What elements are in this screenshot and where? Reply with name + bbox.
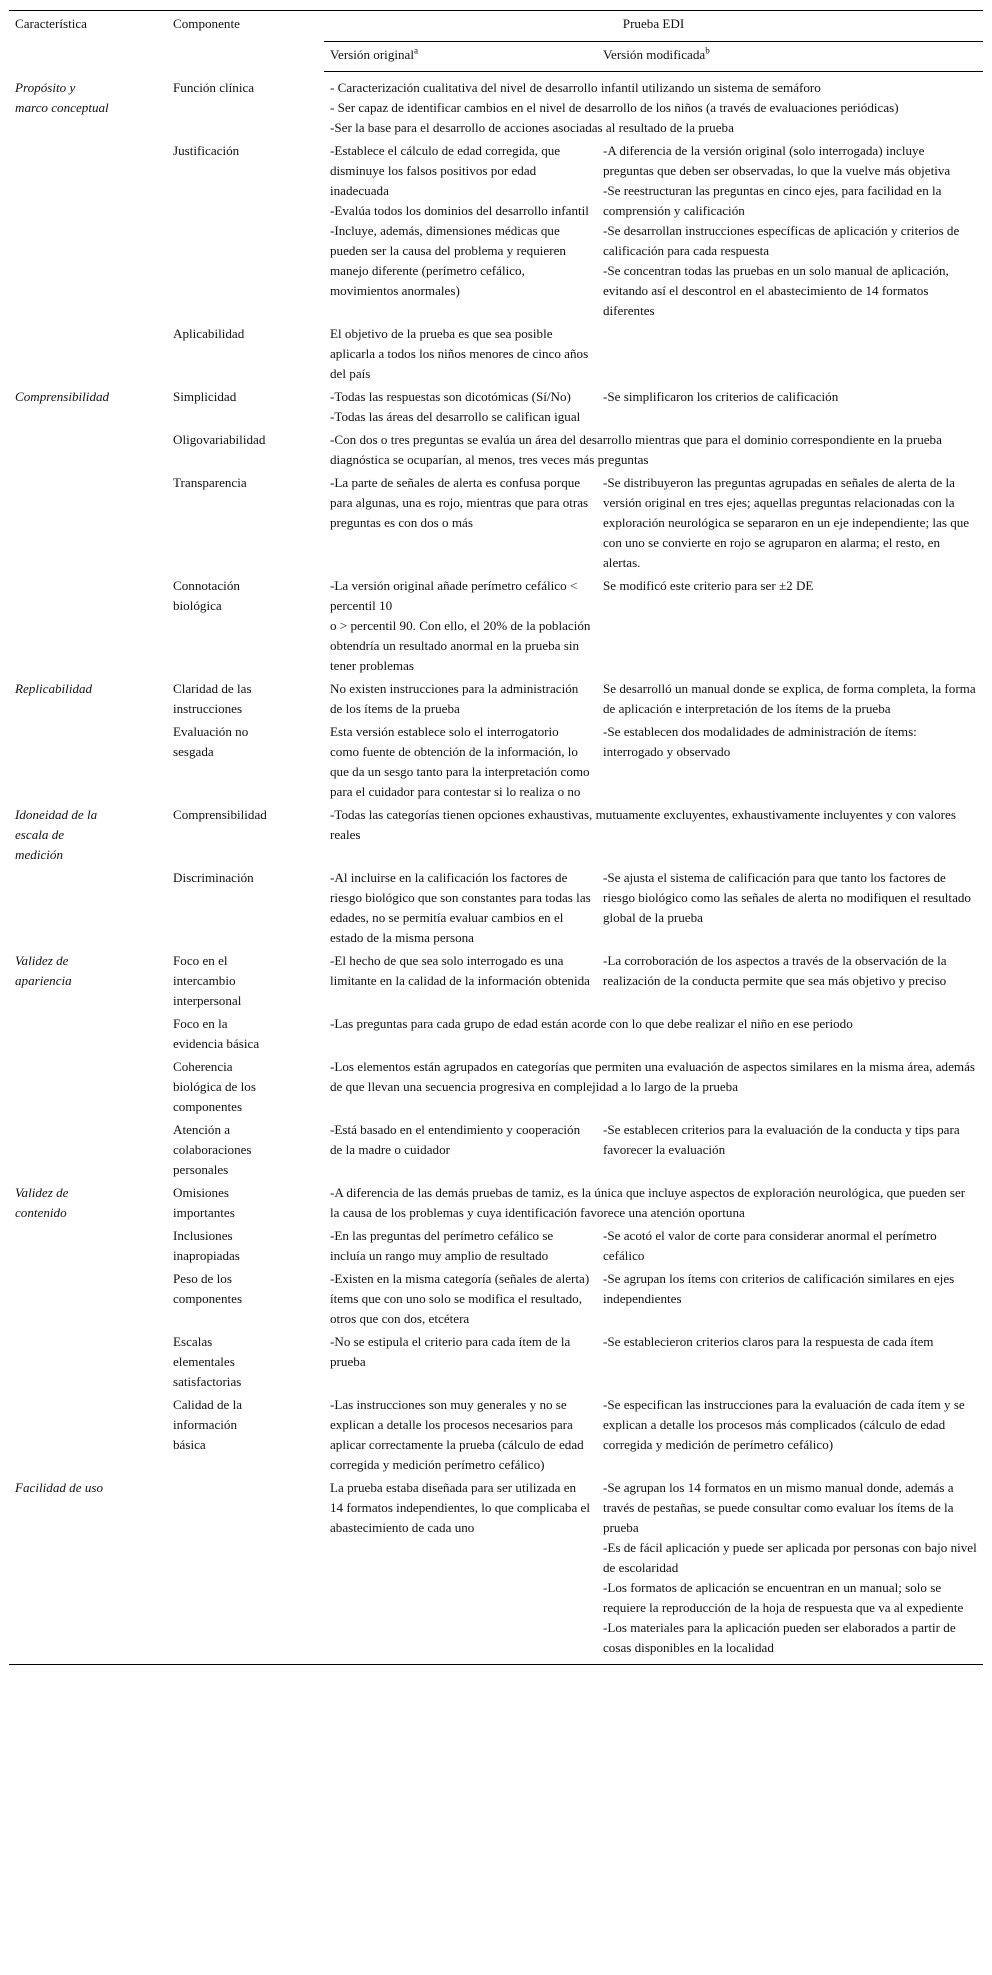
table-row (9, 1014, 983, 1057)
header-version-modificada-label: Versión modificada (603, 47, 706, 62)
cell-version-modificada: -Se acotó el valor de corte para considerar anormal el perímetro cefálico (603, 1228, 937, 1263)
table-row (9, 1057, 983, 1120)
table-row (9, 1269, 983, 1332)
cell-caracteristica (9, 868, 167, 951)
cell-componente: Oligovariabilidad (173, 432, 266, 447)
cell-version-modificada: -Se agrupan los ítems con criterios de calificación similares en ejes independientes (603, 1271, 955, 1306)
cell-caracteristica (9, 576, 167, 679)
table-row (9, 722, 983, 805)
cell-componente: Discriminación (173, 870, 254, 885)
cell-version-modificada: -La corroboración de los aspectos a través de la observación de la realización de la conducta permite que sea más objetivo y preciso (603, 953, 947, 988)
cell-version-modificada: -Se establecen dos modalidades de administración de ítems: interrogado y observado (603, 724, 917, 759)
cell-caracteristica: Facilidad de uso (15, 1480, 104, 1495)
cell-version-modificada: Se modificó este criterio para ser ±2 DE (603, 578, 814, 593)
cell-componente: Foco en la evidencia básica (173, 1016, 260, 1051)
cell-componente: Evaluación no sesgada (173, 724, 249, 759)
cell-caracteristica (9, 430, 167, 473)
cell-componente: Coherencia biológica de los componentes (173, 1059, 256, 1114)
header-version-original (324, 42, 597, 72)
table-row (9, 387, 983, 430)
table-row (9, 1478, 983, 1665)
table-row (9, 141, 983, 324)
cell-caracteristica (9, 1269, 167, 1332)
cell-version-original: El objetivo de la prueba es que sea posible aplicarla a todos los niños menores de cinco años del país (330, 326, 589, 381)
table-row (9, 1120, 983, 1183)
header-version-original-label: Versión original (330, 47, 415, 62)
table-row (9, 1395, 983, 1478)
table-row (9, 805, 983, 868)
cell-version-modificada: -Se especifican las instrucciones para la evaluación de cada ítem y se explican a detalle los procesos más complicados (cálculo de edad corregida y medición de perímetro cefálico) (603, 1397, 965, 1452)
cell-version-original: -Las instrucciones son muy generales y no se explican a detalle los procesos necesarios para aplicar correctamente la prueba (cálculo de edad corregida y medición perímetro cefálico) (330, 1397, 584, 1472)
cell-componente: Peso de los componentes (173, 1271, 243, 1306)
cell-version-original: -En las preguntas del perímetro cefálico se incluía un rango muy amplio de resultado (330, 1228, 554, 1263)
cell-version-modificada: -Se establecieron criterios claros para la respuesta de cada ítem (603, 1334, 934, 1349)
cell-componente: Foco en el intercambio interpersonal (173, 953, 242, 1008)
cell-both-versions: -Con dos o tres preguntas se evalúa un área del desarrollo mientras que para el dominio correspondiente en la prueba diagnóstica se ocuparían, al menos, tres veces más preguntas (330, 432, 942, 467)
cell-caracteristica (9, 1014, 167, 1057)
cell-caracteristica (9, 1120, 167, 1183)
header-row-1 (9, 11, 983, 42)
cell-componente: Comprensibilidad (173, 807, 267, 822)
cell-version-modificada: -Se distribuyeron las preguntas agrupadas en señales de alerta de la versión original en tres ejes; aquellas preguntas relacionadas con la exploración neurológica se separaron en un eje independiente; las que con uno se convierte en rojo se agruparon en alarma; el resto, en alertas. (603, 475, 970, 570)
cell-version-original: -Existen en la misma categoría (señales de alerta) ítems que con uno solo se modifica el resultado, otros que con dos, etcétera (330, 1271, 590, 1326)
cell-version-modificada: -Se establecen criterios para la evaluación de la conducta y tips para favorecer la evaluación (603, 1122, 960, 1157)
cell-componente: Omisiones importantes (173, 1185, 235, 1220)
cell-componente (167, 1478, 324, 1665)
cell-componente: Simplicidad (173, 389, 237, 404)
table-row (9, 430, 983, 473)
cell-caracteristica (9, 141, 167, 324)
comparison-table (9, 10, 983, 1665)
cell-both-versions: -Las preguntas para cada grupo de edad están acorde con lo que debe realizar el niño en ese periodo (330, 1016, 853, 1031)
table-row (9, 473, 983, 576)
cell-both-versions: -Los elementos están agrupados en categorías que permiten una evaluación de aspectos similares en la misma área, además de que llevan una secuencia progresiva en complejidad a lo largo de la prueba (330, 1059, 975, 1094)
cell-caracteristica (9, 324, 167, 387)
table-row (9, 324, 983, 387)
footnote-marker-a: a (414, 45, 419, 56)
table-row (9, 1183, 983, 1226)
cell-version-original: La prueba estaba diseñada para ser utilizada en 14 formatos independientes, lo que complicaba el abastecimiento de cada uno (330, 1480, 590, 1535)
cell-caracteristica (9, 722, 167, 805)
cell-caracteristica (9, 1395, 167, 1478)
cell-caracteristica: Validez de contenido (15, 1185, 69, 1220)
cell-both-versions: -Todas las categorías tienen opciones exhaustivas, mutuamente excluyentes, exhaustivamente incluyentes y con valores reales (330, 807, 956, 842)
cell-version-original: -Establece el cálculo de edad corregida, que disminuye los falsos positivos por edad inadecuada -Evalúa todos los dominios del desarrollo infantil -Incluye, además, dimensiones médicas que pueden ser la causa del problema y requieren manejo diferente (perímetro cefálico, movimientos anormales) (330, 143, 589, 298)
cell-version-original: -La parte de señales de alerta es confusa porque para algunas, una es rojo, mientras que para otras preguntas es con dos o más (330, 475, 589, 530)
cell-caracteristica (9, 1226, 167, 1269)
cell-version-original: -El hecho de que sea solo interrogado es una limitante en la calidad de la información obtenida (330, 953, 590, 988)
table-body (9, 72, 983, 1665)
footnote-marker-b: b (705, 45, 710, 56)
table-row (9, 72, 983, 142)
cell-version-original: No existen instrucciones para la administración de los ítems de la prueba (330, 681, 579, 716)
cell-version-original: Esta versión establece solo el interrogatorio como fuente de obtención de la información, lo que da un sesgo tanto para la interpretación como para el cuidador para contestar si lo realiza o no (330, 724, 590, 799)
cell-caracteristica: Replicabilidad (15, 681, 93, 696)
cell-caracteristica (9, 1057, 167, 1120)
cell-componente: Atención a colaboraciones personales (173, 1122, 252, 1177)
header-version-modificada (597, 42, 983, 72)
cell-caracteristica: Propósito y marco conceptual (15, 79, 109, 115)
cell-version-modificada: -Se agrupan los 14 formatos en un mismo manual donde, además a través de pestañas, se puede consultar como evaluar los ítems de la prueba -Es de fácil aplicación y puede ser aplicada por personas con bajo nivel de escolaridad -Los formatos de aplicación se encuentran en un manual; solo se requiere la reproducción de la hoja de respuesta que va al expediente -Los materiales para la aplicación pueden ser elaborados a partir de cosas disponibles en la localidad (603, 1480, 977, 1655)
header-prueba-edi: Prueba EDI (324, 11, 983, 42)
table-row (9, 1226, 983, 1269)
cell-version-original: -Al incluirse en la calificación los factores de riesgo biológico que son constantes para todas las edades, no se permitía evaluar cambios en el estado de la misma persona (330, 870, 591, 945)
cell-componente: Aplicabilidad (173, 326, 245, 341)
cell-componente: Función clínica (173, 79, 255, 95)
cell-version-original: -La versión original añade perímetro cefálico < percentil 10 o > percentil 90. Con ello, el 20% de la población obtendría un resultado anormal en la prueba sin tener problemas (330, 578, 591, 673)
cell-version-original: -No se estipula el criterio para cada ítem de la prueba (330, 1334, 571, 1369)
cell-version-modificada: -A diferencia de la versión original (solo interrogada) incluye preguntas que deben ser observadas, lo que la vuelve más objetiva -Se reestructuran las preguntas en cinco ejes, para facilidad en la comprensión y calificación -Se desarrollan instrucciones específicas de aplicación y criterios de calificación para cada respuesta -Se concentran todas las pruebas en un solo manual de aplicación, evitando así el descontrol en el abastecimiento de 14 formatos diferentes (603, 143, 960, 318)
cell-version-modificada: -Se ajusta el sistema de calificación para que tanto los factores de riesgo biológico como las señales de alerta no modifiquen el resultado global de la prueba (603, 870, 971, 925)
cell-componente: Transparencia (173, 475, 247, 490)
cell-componente: Escalas elementales satisfactorias (173, 1334, 242, 1389)
header-caracteristica: Característica (15, 16, 87, 31)
cell-caracteristica: Idoneidad de la escala de medición (15, 807, 98, 862)
cell-componente: Inclusiones inapropiadas (173, 1228, 240, 1263)
cell-componente: Justificación (173, 143, 240, 158)
cell-version-original: -Todas las respuestas son dicotómicas (Sí/No) -Todas las áreas del desarrollo se califican igual (330, 389, 581, 424)
table-row (9, 576, 983, 679)
cell-caracteristica (9, 473, 167, 576)
table-row (9, 1332, 983, 1395)
cell-version-original: -Está basado en el entendimiento y cooperación de la madre o cuidador (330, 1122, 581, 1157)
cell-version-modificada (597, 324, 983, 387)
cell-both-versions: -A diferencia de las demás pruebas de tamiz, es la única que incluye aspectos de exploración neurológica, que pueden ser la causa de los problemas y cuya identificación favorece una atención oportuna (330, 1185, 966, 1220)
cell-version-modificada: -Se simplificaron los criterios de calificación (603, 389, 839, 404)
cell-caracteristica: Comprensibilidad (15, 389, 110, 404)
cell-both-versions: - Caracterización cualitativa del nivel de desarrollo infantil utilizando un sistema de semáforo - Ser capaz de identificar cambios en el nivel de desarrollo de los niños (a través de evaluaciones periódicas) -Ser la base para el desarrollo de acciones asociadas al resultado de la prueba (330, 80, 899, 135)
cell-componente: Connotación biológica (173, 578, 240, 613)
header-componente: Componente (173, 16, 240, 31)
cell-caracteristica (9, 1332, 167, 1395)
cell-caracteristica: Validez de apariencia (15, 953, 72, 988)
cell-componente: Calidad de la información básica (173, 1397, 243, 1452)
cell-version-modificada: Se desarrolló un manual donde se explica, de forma completa, la forma de aplicación e interpretación de los ítems de la prueba (603, 681, 976, 716)
cell-componente: Claridad de las instrucciones (173, 681, 252, 716)
table-row (9, 951, 983, 1014)
table-row (9, 868, 983, 951)
table-row (9, 679, 983, 722)
